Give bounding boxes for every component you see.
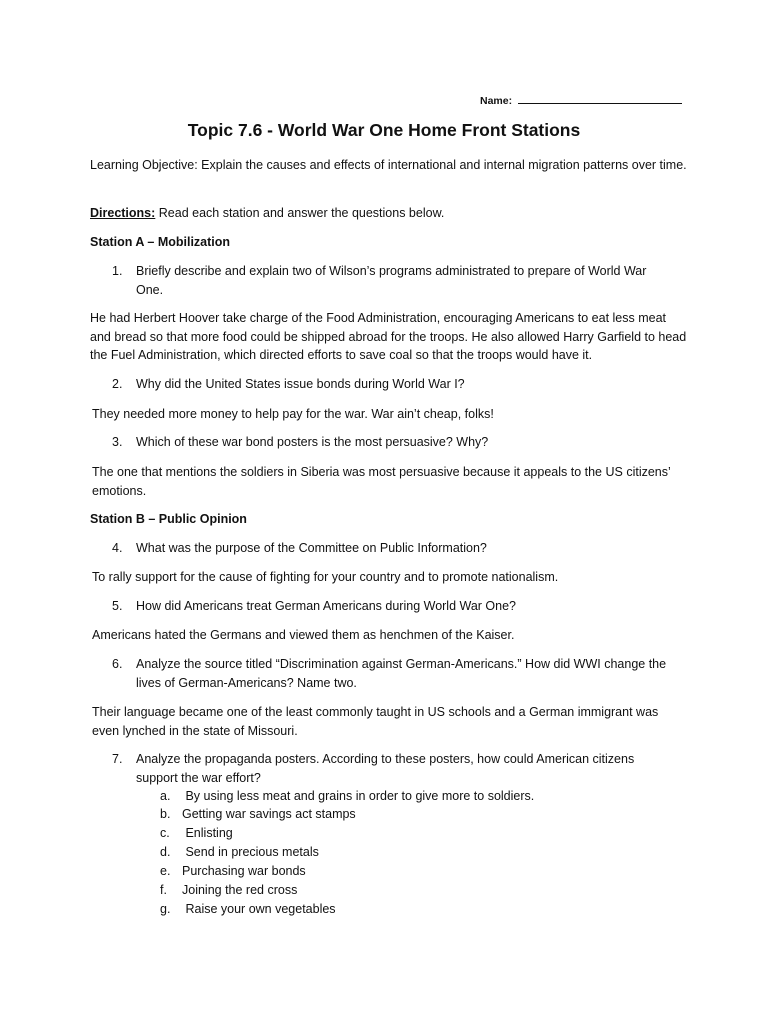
list-item-text: Enlisting: [182, 826, 233, 840]
list-item-text: Raise your own vegetables: [182, 902, 336, 916]
list-item-text: Joining the red cross: [182, 883, 298, 897]
question-text: How did Americans treat German Americans during World War One?: [136, 599, 517, 613]
question-1: [112, 262, 672, 299]
directions-label: Directions:: [90, 206, 156, 220]
answer-3: The one that mentions the soldiers in Siberia was most persuasive because it appeals to the US citizens’ emotions.: [92, 465, 671, 498]
question-number: 6.: [112, 657, 123, 671]
answer-4: To rally support for the cause of fighting for your country and to promote nationalism.: [92, 570, 559, 584]
answer-1: He had Herbert Hoover take charge of the Food Administration, encouraging Americans to eat less meat and bread so that more food could be shipped abroad for the troops. He also allowed Harry Garfield to head the Fuel Administration, which directed efforts to save coal so that the troops would have it.: [90, 311, 687, 362]
list-item: [160, 824, 233, 843]
question-text: Analyze the source titled “Discrimination against German-Americans.” How did WWI change the lives of German-Americans? Name two.: [136, 657, 667, 690]
name-label: Name:: [480, 95, 513, 107]
list-item: [160, 787, 534, 806]
list-item-letter: e.: [160, 864, 171, 878]
list-item-letter: a.: [160, 789, 171, 803]
page-title: Topic 7.6 - World War One Home Front Stations: [187, 120, 581, 140]
question-number: 5.: [112, 599, 123, 613]
question-3: [112, 433, 672, 452]
question-4: [112, 539, 672, 558]
list-item-text: Getting war savings act stamps: [182, 807, 356, 821]
list-item-letter: c.: [160, 826, 170, 840]
directions: [90, 204, 690, 223]
list-item: [160, 900, 336, 919]
question-number: 3.: [112, 435, 123, 449]
list-item-letter: d.: [160, 845, 171, 859]
question-text: Which of these war bond posters is the most persuasive? Why?: [136, 435, 489, 449]
question-text: Briefly describe and explain two of Wilson’s programs administrated to prepare of World War One.: [136, 264, 647, 297]
list-item: [160, 881, 297, 900]
list-item-text: Purchasing war bonds: [182, 864, 306, 878]
directions-text: Read each station and answer the questions below.: [155, 206, 445, 220]
learning-objective: Learning Objective: Explain the causes and effects of international and internal migration patterns over time.: [90, 158, 687, 172]
question-number: 4.: [112, 541, 123, 555]
answer-2: They needed more money to help pay for the war. War ain’t cheap, folks!: [92, 407, 494, 421]
question-5: [112, 597, 672, 616]
list-item: [160, 843, 319, 862]
list-item-letter: g.: [160, 902, 171, 916]
list-item-text: By using less meat and grains in order to give more to soldiers.: [182, 789, 535, 803]
list-item-text: Send in precious metals: [182, 845, 319, 859]
question-number: 1.: [112, 264, 123, 278]
question-7: [112, 750, 672, 787]
answer-6: Their language became one of the least commonly taught in US schools and a German immigrant was even lynched in the state of Missouri.: [92, 705, 659, 738]
name-blank-line[interactable]: [518, 94, 682, 104]
question-text: Why did the United States issue bonds during World War I?: [136, 377, 465, 391]
name-field[interactable]: [480, 94, 682, 107]
station-b-heading: Station B – Public Opinion: [90, 512, 247, 526]
question-text: What was the purpose of the Committee on Public Information?: [136, 541, 487, 555]
list-item: [160, 862, 306, 881]
question-text: Analyze the propaganda posters. According to these posters, how could American citizens support the war effort?: [136, 752, 635, 785]
question-2: [112, 375, 672, 394]
question-number: 7.: [112, 752, 123, 766]
list-item: [160, 805, 356, 824]
answer-5: Americans hated the Germans and viewed them as henchmen of the Kaiser.: [92, 628, 515, 642]
station-a-heading: Station A – Mobilization: [90, 235, 231, 249]
question-number: 2.: [112, 377, 123, 391]
question-6: [112, 655, 672, 692]
list-item-letter: b.: [160, 807, 171, 821]
list-item-letter: f.: [160, 883, 167, 897]
